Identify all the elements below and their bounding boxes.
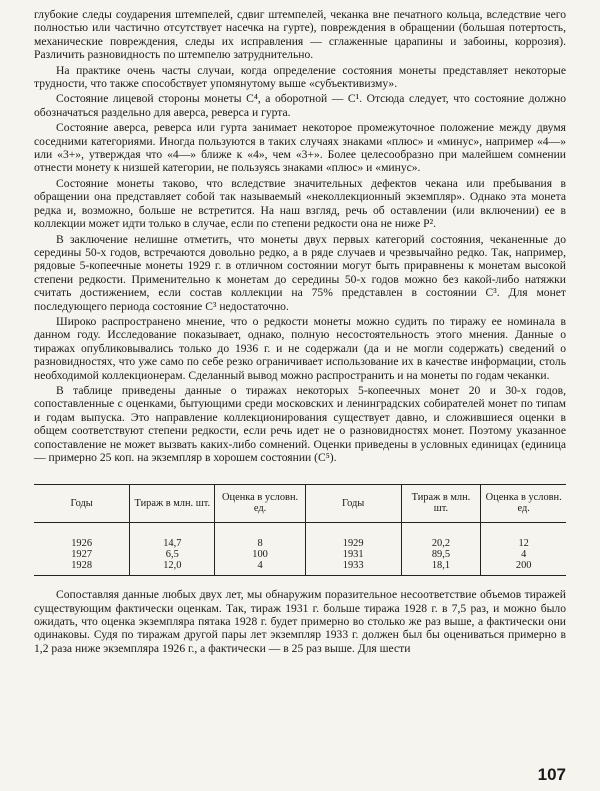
table-cell: 200 [481,561,566,576]
paragraph-after-table: Сопоставляя данные любых двух лет, мы обнаружим поразительное несоответствие объемов тиражей существующим фактически оценкам. Так, тираж 1931 г. больше тиража 1928 г. в 7,5 раз, и можно было ожидать, что оценка экземпляра пятака 1928 г. будет примерно во столько же раз выше, а фактически они одинаковы. Судя по тиражам другой пары лет экземпляр 1933 г. должен был бы оцениваться примерно в 1,2 раза ниже экземпляра 1926 г., а фактически — в 25 раз выше. Для шести [34,588,566,655]
text-block-top [34,8,566,464]
table-cell: 1929 [305,523,401,550]
table-cell: 89,5 [401,550,481,561]
header-mintage-2: Тираж в млн. шт. [401,485,481,523]
table-cell: 20,2 [401,523,481,550]
paragraph-6: В заключение нелишне отметить, что монеты двух первых категорий состояния, чеканенные до середины 50-х годов, встречаются довольно редко, а в ряде случаев и чрезвычайно редко. Так, например, рядовые 5-копеечные монеты 1929 г. в отличном состоянии могут быть приравнены к монетам высокой степени редкости. Применительно к монетам до середины 50-х годов можно без какой-либо натяжки считать достижением, если состав коллекции на 75% представлен в состоянии С³. Для монет последующего периода состояние С³ недостаточно. [34,232,566,313]
paragraph-3: Состояние лицевой стороны монеты С⁴, а оборотной — С¹. Отсюда следует, что состояние должно обозначаться раздельно для аверса, реверса и гурта. [34,92,566,119]
table-cell: 4 [215,561,305,576]
table-row [34,523,566,550]
paragraph-7: Широко распространено мнение, что о редкости монеты можно судить по тиражу ее номинала в данном году. Исследование показывает, однако, полную несостоятельность этого мнения. Данные о тиражах опубликовывались только до 1936 г. и не содержали (да и не могли содержать) сведений о разновидностях, что уже само по себе резко ограничивает использование их в качестве информации, столь необходимой коллекционерам. Сделанный вывод можно распространить и на монеты по годам чеканки. [34,314,566,382]
table-cell: 12 [481,523,566,550]
paragraph-4: Состояние аверса, реверса или гурта занимает некоторое промежуточное положение между двумя соседними категориями. Иногда пользуются в таких случаях знаками «плюс» и «минус», например «4—» или «3+», утверждая что «4—» ближе к «4», чем «3+». Более целесообразно при малейшем сомнении отнести монету к низшей категории, не пользуясь знаками «плюс» и «минус». [34,121,566,175]
table-header-row [34,485,566,523]
header-years-1: Годы [34,485,130,523]
paragraph-5: Состояние монеты таково, что вследствие значительных дефектов чекана или пребывания в обращении она представляет собой так называемый «неколлекционный экземпляр». Однако эта монета редка и, возможно, больше не встретится. На наш взгляд, речь об оставлении (или включении) ее в коллекции может идти только в случае, если по степени редкости она не ниже Р². [34,176,566,231]
paragraph-8: В таблице приведены данные о тиражах некоторых 5-копеечных монет 20 и 30-х годов, сопоставленные с оценками, бытующими среди московских и ленинградских собирателей монет по типам и годам выпуска. Это направление коллекционирования существует давно, и сложившиеся оценки в общем соответствуют степени редкости, если речь идет не о разновидностях монет. Поэтому указанное сопоставление не может вызвать каких-либо сомнений. Оценки приведены в условных единицах (единица — примерно 25 коп. на экземпляр в хорошем состоянии (С⁵). [34,383,566,464]
table-row [34,561,566,576]
table-cell: 12,0 [130,561,215,576]
paragraph-1: глубокие следы соударения штемпелей, сдвиг штемпелей, чеканка вне печатного кольца, вследствие чего полностью или частично отсутствует насечка на гурте), повреждения в обращении (большая потертость, механические повреждения, следы их исправления — сглаженные царапины и забоины, коррозия). Различить разновидность по штемпелю затруднительно. [34,8,566,62]
table-cell: 1931 [305,550,401,561]
table-cell: 6,5 [130,550,215,561]
table-cell: 8 [215,523,305,550]
table-cell: 4 [481,550,566,561]
mintage-table [34,484,566,576]
table-cell: 14,7 [130,523,215,550]
table-cell: 1927 [71,549,93,560]
paragraph-2: На практике очень часты случаи, когда определение состояния монеты представляет некоторые трудности, что также способствует упомянутому выше «субъективизму». [34,63,566,91]
header-rating-2: Оценка в условн. ед. [481,485,566,523]
table-cell: 1928 [71,559,93,571]
table-cell: 1926 [71,538,93,550]
table-row [34,550,566,561]
header-years-2: Годы [305,485,401,523]
page-number: 107 [537,764,566,784]
table-cell: 18,1 [401,561,481,576]
header-rating-1: Оценка в условн. ед. [215,485,305,523]
table-cell: 100 [215,550,305,561]
table-cell: 1933 [305,561,401,576]
header-mintage-1: Тираж в млн. шт. [130,485,215,523]
